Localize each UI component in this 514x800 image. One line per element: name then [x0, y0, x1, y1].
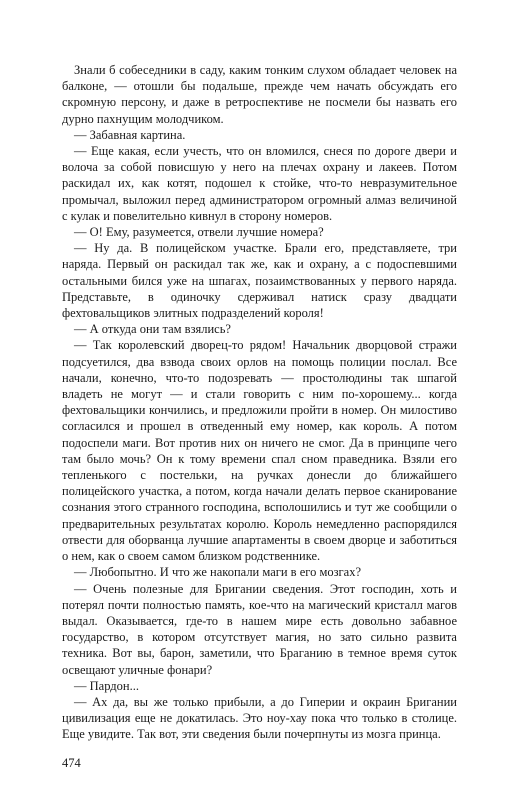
- paragraph-6: — А откуда они там взялись?: [74, 322, 231, 337]
- main-text: [62, 62, 457, 743]
- paragraph-1: Знали б собеседники в саду, каким тонким слухом обладает человек на балконе, — отошли бы подальше, прежде чем начать обсуждать его скромную персону, и даже в ретроспективе не посмели бы назвать его дурно пахнущим молодчиком.: [62, 63, 457, 126]
- paragraph-9: — Очень полезные для Бригании сведения. Этот господин, хоть и потерял почти полностью память, кое-что на магический кристалл магов выдал. Оказывается, где-то в нашем мире есть довольно забавное государство, в котором отсутствует магия, но зато сильно развита техника. Вот вы, барон, заметили, что Браганию в темное время суток освещают уличные фонари?: [62, 581, 457, 677]
- paragraph-10: — Пардон...: [74, 678, 139, 693]
- paragraph-4: — О! Ему, разумеется, отвели лучшие номера?: [74, 225, 324, 240]
- paragraph-5: — Ну да. В полицейском участке. Брали его, представляете, три наряда. Первый он раскидал так же, как и охрану, а с подоспевшими остальными бился уже на шпагах, позаимствованных у первого наряда. Представьте, в одиночку сдерживал натиск сразу двадцати фехтовальщиков элитных подразделений короля!: [62, 241, 457, 321]
- paragraph-7: — Так королевский дворец-то рядом! Начальник дворцовой стражи подсуетился, два взвода своих орлов на помощь полиции послал. Все начали, конечно, что-то подозревать — простолюдины так шпагой владеть не могут — и стали говорить с ним по-хорошему... когда фехтовальщики кончились, и предложили пройти в номер. Он милостиво согласился и прошел в отведенный ему номер, как король. А потом подоспели маги. Вот против них он ничего не смог. Да в принципе чего там было мочь? Он к тому времени спал сном праведника. Взяли его тепленького с постельки, на ручках донесли до ближайшего полицейского участка, а потом, когда начали делать первое сканирование сознания этого странного господина, всполошились и тут же сообщили о предварительных результатах королю. Король немедленно распорядился отвести для оборванца лучшие апартаменты в своем дворце и заботиться о нем, как о своем самом близком родственнике.: [62, 338, 457, 564]
- paragraph-8: — Любопытно. И что же накопали маги в его мозгах?: [74, 565, 362, 580]
- paragraph-2: — Забавная картина.: [74, 127, 186, 142]
- paragraph-11: — Ах да, вы же только прибыли, а до Гиперии и окраин Бригании цивилизация еще не докатилась. Это ноу-хау пока что только в столице. Еще увидите. Так вот, эти сведения были почерпнуты из мозга принца.: [62, 694, 457, 742]
- paragraph-3: — Еще какая, если учесть, что он вломился, снеся по дороге двери и волоча за собой повисшую у него на плечах охрану и лакеев. Потом раскидал их, как котят, подошел к стойке, что-то невразумительное промычал, выложил перед администратором огромный алмаз величиной с кулак и повелительно кивнул в сторону номеров.: [62, 144, 457, 223]
- page-number: 474: [62, 756, 81, 770]
